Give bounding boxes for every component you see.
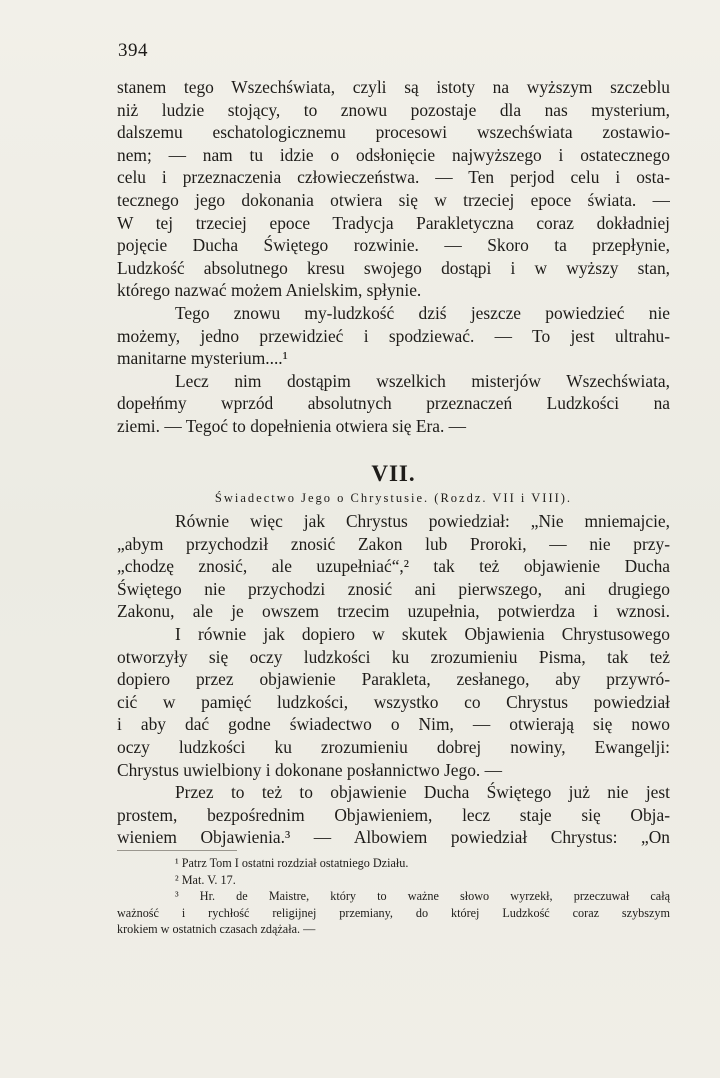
text-line: „chodzę znosić, ale uzupełniać“,² tak też objawienie Ducha xyxy=(117,556,670,577)
text-line: dopełńmy wprzód absolutnych przeznaczeń Ludzkości na xyxy=(117,393,670,414)
footnote-divider xyxy=(117,850,237,851)
text-line: W tej trzeciej epoce Tradycja Parakletyczna coraz dokładniej xyxy=(117,212,670,233)
footnote: ¹ Patrz Tom I ostatni rozdział ostatniego Działu. xyxy=(175,856,409,870)
text-line: Świętego nie przychodzi znosić ani pierwszego, ani drugiego xyxy=(117,578,670,599)
text-line: wieniem Objawienia.³ — Albowiem powiedział Chrystus: „On xyxy=(117,827,670,848)
text-line: Ludzkość absolutnego kresu swojego dostąpi i w wyższy stan, xyxy=(117,257,670,278)
text-line: tecznego jego dokonania otwiera się w trzeciej epoce świata. — xyxy=(117,189,670,210)
footnotes xyxy=(117,855,670,938)
footnote: krokiem w ostatnich czasach zdążała. — xyxy=(117,922,316,937)
text-line: cić w pamięć ludzkości, wszystko co Chrystus powiedział xyxy=(117,691,670,712)
text-line: Tego znowu my-ludzkość dziś jeszcze powiedzieć nie xyxy=(175,302,670,323)
text-line: niż ludzie stojący, to znowu pozostaje dla nas mysterium, xyxy=(117,99,670,120)
text-line: stanem tego Wszechświata, czyli są istoty na wyższym szczeblu xyxy=(117,77,670,97)
text-line: oczy ludzkości ku zrozumieniu dobrej nowiny, Ewangelji: xyxy=(117,736,670,757)
text-line: dopiero przez objawienie Parakleta, zesłanego, aby przywró- xyxy=(117,669,670,690)
text-line: „abym przychodził znosić Zakon lub Proroki, — nie przy- xyxy=(117,533,670,554)
text-line: I równie jak dopiero w skutek Objawienia Chrystusowego xyxy=(175,623,670,644)
text-line: Przez to też to objawienie Ducha Świętego już nie jest xyxy=(175,782,670,803)
text-line: manitarne mysterium....¹ xyxy=(117,348,288,369)
section-numeral: VII. xyxy=(371,461,416,486)
text-line: i aby dać godne świadectwo o Nim, — otwierają się nowo xyxy=(117,714,670,735)
text-line: Chrystus uwielbiony i dokonane posłannictwo Jego. — xyxy=(117,759,502,780)
text-line: dalszemu eschatologicznemu procesowi wszechświata zostawio- xyxy=(117,122,670,143)
page-number: 394 xyxy=(118,40,148,61)
section-subtitle: Świadectwo Jego o Chrystusie. (Rozdz. VII i VIII). xyxy=(214,491,573,505)
text-line: otworzyły się oczy ludzkości ku zrozumieniu Pisma, tak też xyxy=(117,646,670,667)
text-line: nem; — nam tu idzie o odsłonięcie najwyższego i ostatecznego xyxy=(117,144,670,165)
text-line: celu i przeznaczenia człowieczeństwa. — Ten perjod celu i osta- xyxy=(117,167,670,188)
footnote: ważność i rychłość religijnej przemiany, do której Ludzkość coraz szybszym xyxy=(117,905,670,920)
text-line: Równie więc jak Chrystus powiedział: „Nie mniemajcie, xyxy=(175,511,670,531)
footnote: ³ Hr. de Maistre, który to ważne słowo wyrzekł, przeczuwał całą xyxy=(175,889,670,904)
text-line: prostem, bezpośrednim Objawieniem, lecz staje się Obja- xyxy=(117,804,670,825)
footnote: ² Mat. V. 17. xyxy=(175,872,236,887)
text-line: możemy, jedno przewidzieć i spodziewać. — To jest ultrahu- xyxy=(117,325,670,346)
text-line: pojęcie Ducha Świętego rozwinie. — Skoro ta przepłynie, xyxy=(117,235,670,256)
paragraph-block-upper xyxy=(117,76,670,438)
paragraph-block-lower xyxy=(117,510,670,849)
text-line: Lecz nim dostąpim wszelkich misterjów Wszechświata, xyxy=(175,370,670,391)
text-line: ziemi. — Tegoć to dopełnienia otwiera się Era. — xyxy=(117,415,467,436)
text-line: Zakonu, ale je owszem trzecim uzupełnia, potwierdza i wznosi. xyxy=(117,601,670,622)
text-line: którego nazwać możem Anielskim, spłynie. xyxy=(117,280,422,301)
